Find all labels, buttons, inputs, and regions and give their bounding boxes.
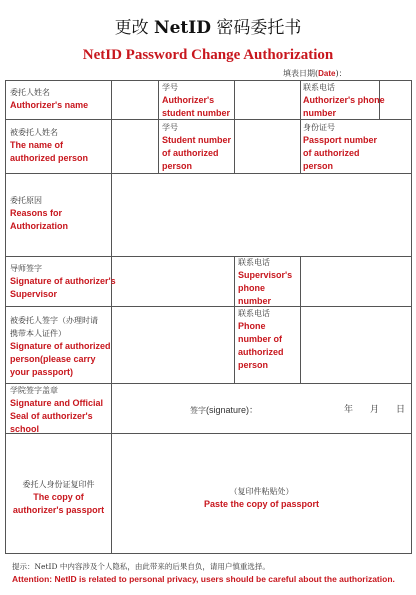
authorizer-name-label: 委托人姓名 Authorizer's name	[10, 88, 89, 110]
passport-number-label: 身份证号 Passport number of authorized person	[303, 123, 378, 171]
supervisor-signature-label: 导师签字 Signature of authorizer's Supervisor	[10, 264, 116, 299]
page-title: 更改 NetID 密码委托书	[114, 18, 302, 38]
month-label: 月	[370, 404, 380, 414]
supervisor-phone-label: 联系电话 Supervisor's phone number	[238, 258, 293, 306]
reason-label: 委托原因 Reasons for Authorization	[10, 196, 68, 231]
authorized-name-label: 被委托人姓名 The name of authorized person	[10, 128, 89, 163]
authorized-student-number-label: 学号 Student number of authorized person	[162, 123, 231, 171]
notice-en: Attention: NetID is related to personal privacy, users should be careful about the authorization.	[12, 574, 395, 584]
authorizer-phone-label: 联系电话 Authorizer's phone number	[303, 83, 385, 118]
fill-date-label: 填表日期(Date)：	[283, 69, 347, 78]
signature-label: 签字(signature)：	[190, 405, 259, 415]
page-subtitle: NetID Password Change Authorization	[82, 47, 334, 63]
year-label: 年	[344, 404, 354, 414]
authorizer-student-number-label: 学号 Authorizer's student number	[162, 83, 231, 118]
id-copy-label: 委托人身份证复印件 The copy of authorizer's passport	[12, 480, 105, 515]
authorized-phone-label: 联系电话 Phone number of authorized person	[238, 309, 284, 370]
paste-area: （复印件粘贴处） Paste the copy of passport	[203, 487, 320, 509]
school-seal-label: 学院签字盖章 Signature and Official Seal of authorizer's school	[10, 386, 104, 434]
authorized-signature-label: 被委托人签字（办理时请 携带本人证件） Signature of authorized person(please carry your passport)	[10, 316, 111, 377]
notice-zh: 提示：NetID 中内容涉及个人隐私，由此带来的后果自负，请用户慎重选择。	[12, 562, 270, 571]
day-label: 日	[396, 404, 406, 414]
